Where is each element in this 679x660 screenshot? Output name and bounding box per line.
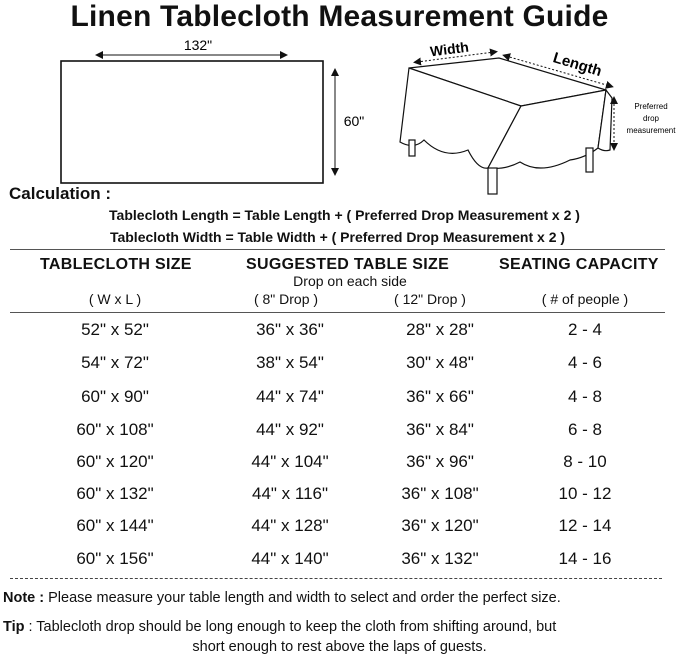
table-row: [0, 549, 679, 579]
dressed-table-illustration: [400, 58, 612, 194]
header-8-drop: ( 8" Drop ): [253, 291, 319, 307]
header-tablecloth-size: TABLECLOTH SIZE: [40, 256, 192, 273]
table-top-rule: [10, 249, 665, 250]
cell-8-drop-size: 44" x 116": [251, 484, 329, 503]
tip-text-1: : Tablecloth drop should be long enough to keep the cloth from shifting around, but: [24, 619, 557, 635]
cell-seating: 8 - 10: [563, 452, 607, 471]
cell-12-drop-size: 28" x 28": [406, 320, 474, 339]
length-formula: Tablecloth Length = Table Length + ( Preferred Drop Measurement x 2 ): [109, 207, 580, 223]
cell-tablecloth-size: 60" x 144": [76, 516, 154, 535]
tip-label: Tip: [3, 619, 25, 635]
width-formula: Tablecloth Width = Table Width + ( Preferred Drop Measurement x 2 ): [109, 229, 566, 245]
cell-8-drop-size: 36" x 36": [256, 320, 324, 339]
note-line: [3, 590, 561, 606]
cell-tablecloth-size: 54" x 72": [81, 353, 149, 372]
cell-8-drop-size: 44" x 128": [251, 516, 329, 535]
cell-seating: 14 - 16: [558, 549, 612, 568]
note-label: Note :: [3, 590, 45, 606]
header-suggested-size: SUGGESTED TABLE SIZE: [246, 256, 450, 273]
cell-seating: 4 - 6: [567, 353, 603, 372]
cell-seating: 4 - 8: [567, 387, 603, 406]
cell-seating: 10 - 12: [558, 484, 612, 503]
cell-12-drop-size: 36" x 84": [406, 420, 474, 439]
cell-seating: 12 - 14: [558, 516, 612, 535]
cell-8-drop-size: 44" x 74": [256, 387, 324, 406]
header-size-unit: ( W x L ): [88, 291, 142, 307]
cell-tablecloth-size: 60" x 108": [76, 420, 154, 439]
cell-12-drop-size: 36" x 66": [406, 387, 474, 406]
cell-8-drop-size: 44" x 92": [256, 420, 324, 439]
cell-tablecloth-size: 60" x 132": [76, 484, 154, 503]
table-width-label: Width: [429, 38, 470, 60]
cell-seating: 2 - 4: [567, 320, 603, 339]
drop-label-line-2: drop: [642, 114, 660, 123]
cell-tablecloth-size: 60" x 156": [76, 549, 154, 568]
height-dimension-label: 60": [343, 113, 365, 129]
note-text: Please measure your table length and width to select and order the perfect size.: [44, 590, 561, 606]
table-row: [0, 516, 679, 546]
header-12-drop: ( 12" Drop ): [394, 291, 466, 307]
header-seating-capacity: SEATING CAPACITY: [499, 256, 659, 273]
tablecloth-flat-shape: [61, 61, 323, 183]
table-header-rule: [10, 312, 665, 313]
cell-tablecloth-size: 52" x 52": [81, 320, 149, 339]
table-row: [0, 452, 679, 482]
table-row: [0, 320, 679, 350]
cell-12-drop-size: 36" x 108": [401, 484, 479, 503]
cell-8-drop-size: 44" x 140": [251, 549, 329, 568]
cell-8-drop-size: 44" x 104": [251, 452, 329, 471]
cell-tablecloth-size: 60" x 90": [81, 387, 149, 406]
dashed-divider: [10, 578, 662, 579]
cell-12-drop-size: 36" x 120": [401, 516, 479, 535]
drop-label-line-3: measurement: [626, 126, 676, 135]
measurement-diagram: [0, 38, 679, 203]
tip-line-1: [3, 619, 556, 635]
calculation-heading: Calculation :: [9, 184, 112, 203]
table-row: [0, 387, 679, 417]
cell-12-drop-size: 30" x 48": [406, 353, 474, 372]
page-title: Linen Tablecloth Measurement Guide: [70, 0, 609, 33]
header-drop-each-side: Drop on each side: [293, 273, 407, 289]
header-people: ( # of people ): [541, 291, 629, 307]
table-row: [0, 420, 679, 450]
cell-tablecloth-size: 60" x 120": [76, 452, 154, 471]
table-row: [0, 484, 679, 514]
table-length-label: Length: [550, 49, 604, 81]
table-row: [0, 353, 679, 383]
drop-label-line-1: Preferred: [634, 102, 668, 111]
cell-12-drop-size: 36" x 96": [406, 452, 474, 471]
cell-seating: 6 - 8: [567, 420, 603, 439]
cell-12-drop-size: 36" x 132": [401, 549, 479, 568]
width-dimension-label: 132": [183, 38, 213, 53]
tip-line-2: short enough to rest above the laps of guests.: [192, 639, 487, 655]
cell-8-drop-size: 38" x 54": [256, 353, 324, 372]
